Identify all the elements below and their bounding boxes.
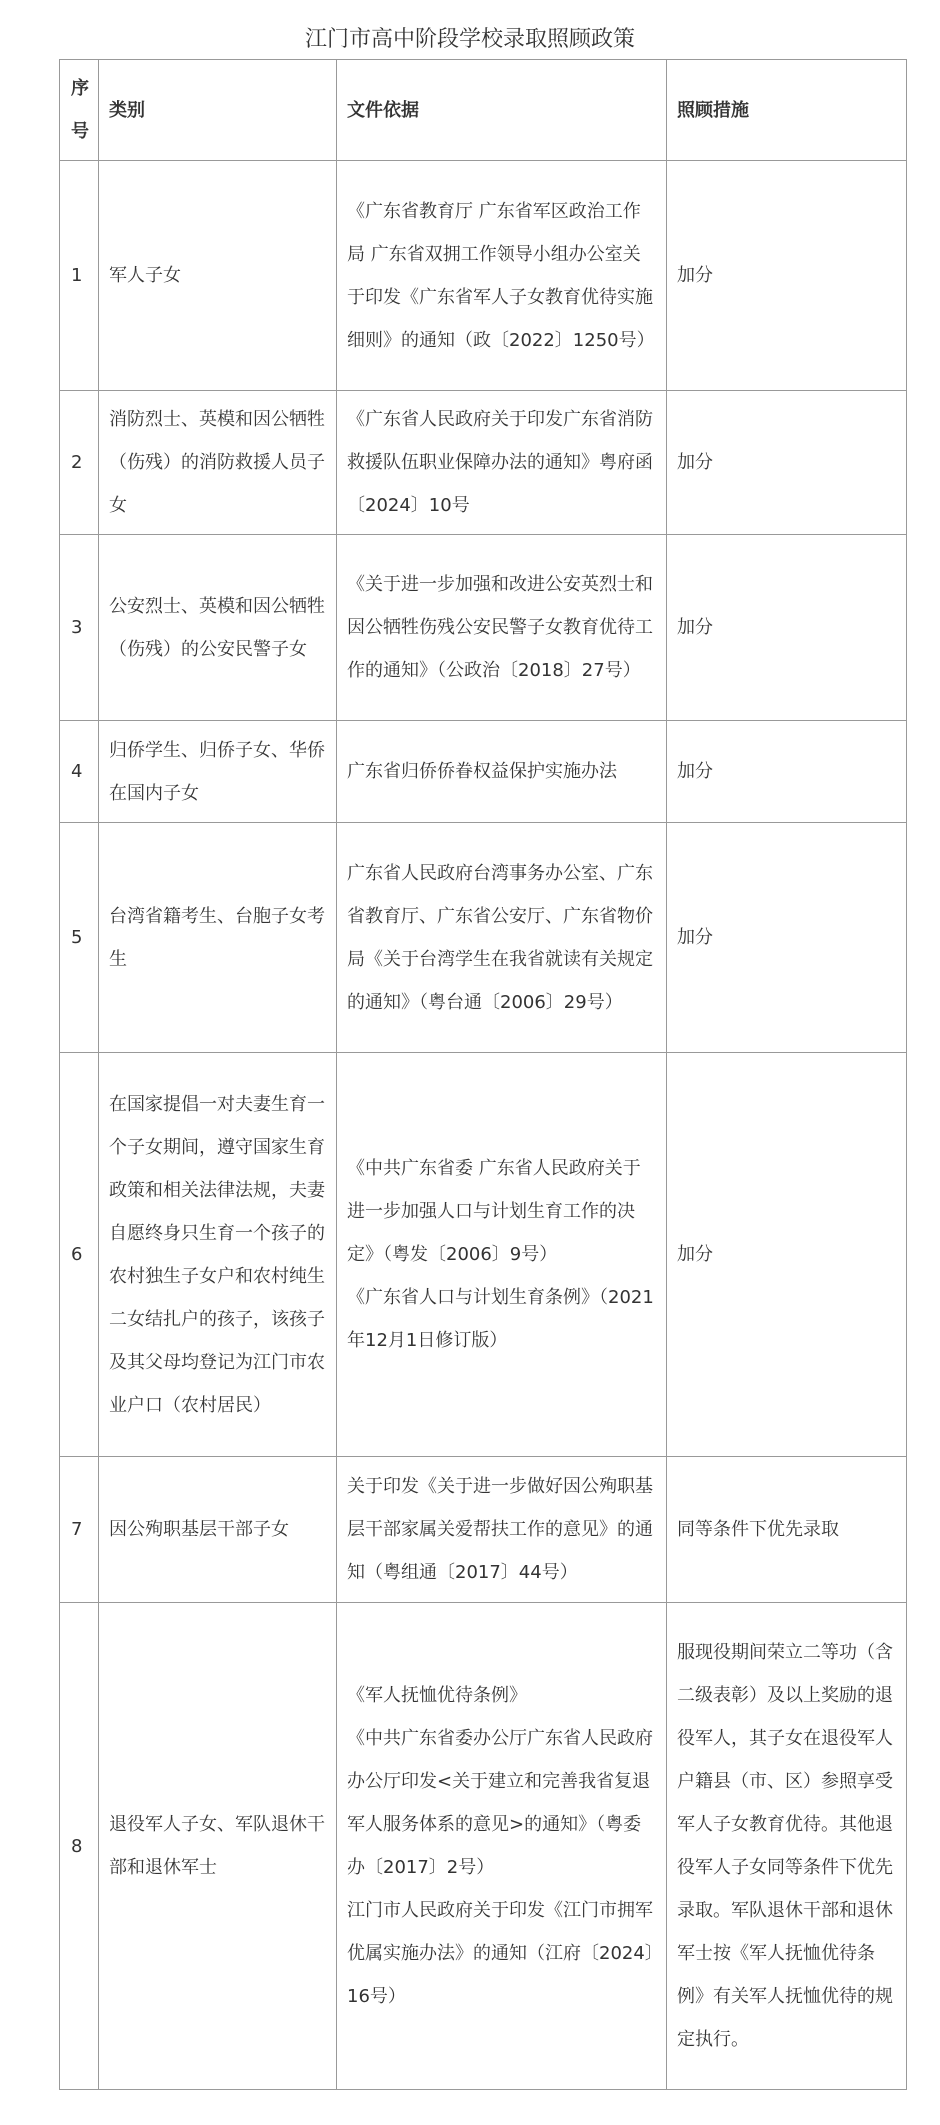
table-body xyxy=(60,161,907,2090)
header-measure: 照顾措施 xyxy=(667,60,907,161)
row-measure: 加分 xyxy=(667,823,907,1053)
basis-document: 广东省人民政府台湾事务办公室、广东省教育厅、广东省公安厅、广东省物价局《关于台湾学生在我省就读有关规定的通知》（粤台通〔2006〕29号） xyxy=(347,862,653,1013)
row-number: 3 xyxy=(60,535,99,721)
table-row xyxy=(60,1603,907,2090)
row-category: 在国家提倡一对夫妻生育一个子女期间，遵守国家生育政策和相关法律法规，夫妻自愿终身只生育一个孩子的农村独生子女户和农村纯生二女结扎户的孩子，该孩子及其父母均登记为江门市农业户口（农村居民） xyxy=(99,1053,337,1457)
row-basis xyxy=(337,823,667,1053)
row-basis xyxy=(337,391,667,535)
basis-document: 《中共广东省委办公厅广东省人民政府办公厅印发<关于建立和完善我省复退军人服务体系的意见>的通知》（粤委办〔2017〕2号） xyxy=(347,1728,653,1878)
row-category: 军人子女 xyxy=(99,161,337,391)
basis-document: 关于印发《关于进一步做好因公殉职基层干部家属关爱帮扶工作的意见》的通知（粤组通〔2017〕44号） xyxy=(347,1476,653,1583)
row-measure: 同等条件下优先录取 xyxy=(667,1457,907,1603)
table-row xyxy=(60,535,907,721)
row-number: 8 xyxy=(60,1603,99,2090)
basis-document: 《广东省人民政府关于印发广东省消防救援队伍职业保障办法的通知》粤府函〔2024〕10号 xyxy=(347,409,653,516)
table-row xyxy=(60,161,907,391)
header-no: 序号 xyxy=(60,60,99,161)
row-measure: 服现役期间荣立二等功（含二级表彰）及以上奖励的退役军人，其子女在退役军人户籍县（市、区）参照享受军人子女教育优待。其他退役军人子女同等条件下优先录取。军队退休干部和退休军士按《军人抚恤优待条例》有关军人抚恤优待的规定执行。 xyxy=(667,1603,907,2090)
row-measure: 加分 xyxy=(667,535,907,721)
basis-document: 《关于进一步加强和改进公安英烈士和因公牺牲伤残公安民警子女教育优待工作的通知》（公政治〔2018〕27号） xyxy=(347,574,653,681)
row-number: 7 xyxy=(60,1457,99,1603)
basis-document: 江门市人民政府关于印发《江门市拥军优属实施办法》的通知（江府〔2024〕16号） xyxy=(347,1900,654,2007)
row-category: 台湾省籍考生、台胞子女考生 xyxy=(99,823,337,1053)
row-basis xyxy=(337,721,667,823)
basis-document: 广东省归侨侨眷权益保护实施办法 xyxy=(347,761,617,782)
row-basis xyxy=(337,1457,667,1603)
row-category: 退役军人子女、军队退休干部和退休军士 xyxy=(99,1603,337,2090)
table-row xyxy=(60,391,907,535)
row-measure: 加分 xyxy=(667,391,907,535)
row-number: 2 xyxy=(60,391,99,535)
table-row xyxy=(60,1457,907,1603)
row-basis xyxy=(337,161,667,391)
basis-document: 《军人抚恤优待条例》 xyxy=(347,1685,527,1706)
row-category: 因公殉职基层干部子女 xyxy=(99,1457,337,1603)
policy-table xyxy=(59,59,907,2090)
row-basis xyxy=(337,1603,667,2090)
row-number: 4 xyxy=(60,721,99,823)
header-basis: 文件依据 xyxy=(337,60,667,161)
row-category: 公安烈士、英模和因公牺牲（伤残）的公安民警子女 xyxy=(99,535,337,721)
row-basis xyxy=(337,1053,667,1457)
row-category: 归侨学生、归侨子女、华侨在国内子女 xyxy=(99,721,337,823)
row-category: 消防烈士、英模和因公牺牲（伤残）的消防救援人员子女 xyxy=(99,391,337,535)
basis-document: 《广东省人口与计划生育条例》（2021年12月1日修订版） xyxy=(347,1287,654,1351)
row-measure: 加分 xyxy=(667,1053,907,1457)
basis-document: 《广东省教育厅 广东省军区政治工作局 广东省双拥工作领导小组办公室关于印发《广东省军人子女教育优待实施细则》的通知（政〔2022〕1250号） xyxy=(347,200,655,351)
row-number: 5 xyxy=(60,823,99,1053)
row-measure: 加分 xyxy=(667,721,907,823)
table-header-row xyxy=(60,60,907,161)
header-category: 类别 xyxy=(99,60,337,161)
table-row xyxy=(60,1053,907,1457)
table-row xyxy=(60,721,907,823)
table-row xyxy=(60,823,907,1053)
row-measure: 加分 xyxy=(667,161,907,391)
row-basis xyxy=(337,535,667,721)
row-number: 1 xyxy=(60,161,99,391)
document-title: 江门市高中阶段学校录取照顾政策 xyxy=(304,27,635,52)
basis-document: 《中共广东省委 广东省人民政府关于进一步加强人口与计划生育工作的决定》（粤发〔2006〕9号） xyxy=(347,1158,641,1265)
row-number: 6 xyxy=(60,1053,99,1457)
